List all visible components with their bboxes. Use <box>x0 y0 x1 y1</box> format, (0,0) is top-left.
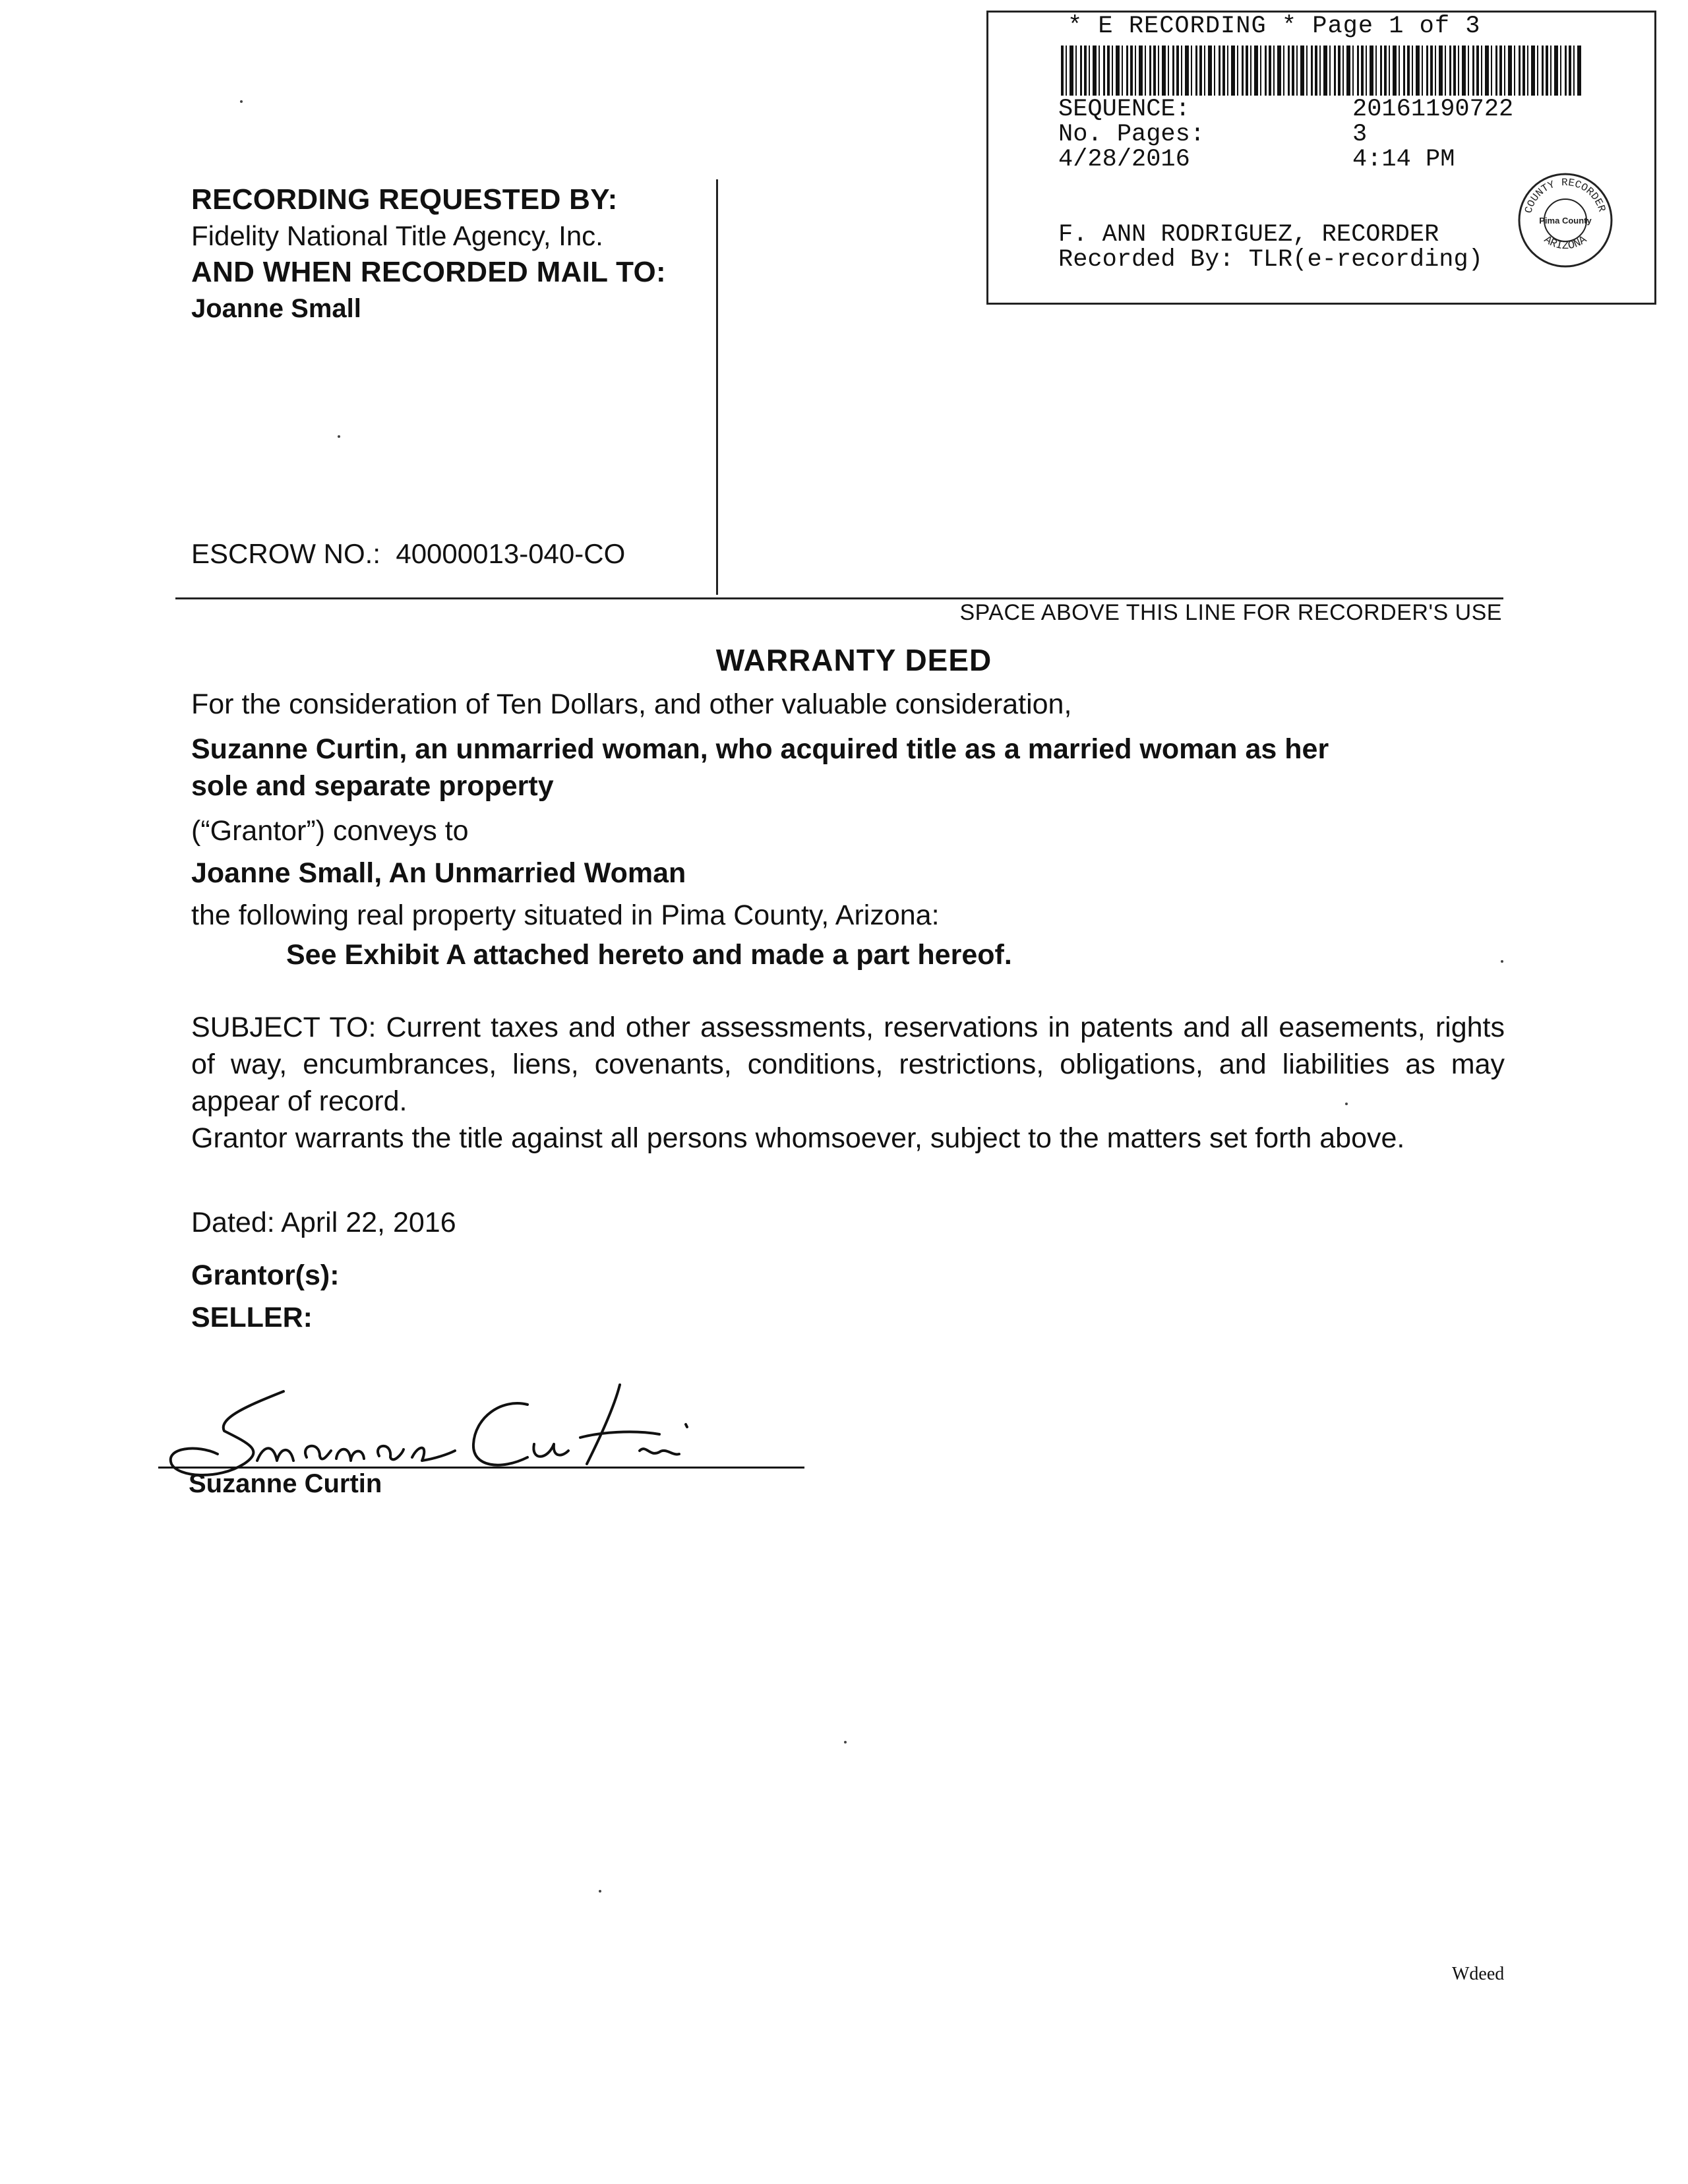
subject-to-clause: SUBJECT TO: Current taxes and other assessments, reservations in patents and all easements, rights of way, encumbrances, liens, covenants, conditions, restrictions, obligations, and liabilities as may appear of record. <box>191 1012 1505 1117</box>
grantor-description-line1: Suzanne Curtin, an unmarried woman, who acquired title as a married woman as her <box>191 733 1329 765</box>
scan-speck <box>1345 1103 1348 1105</box>
recorder-use-caption: SPACE ABOVE THIS LINE FOR RECORDER'S USE <box>959 600 1502 625</box>
signature-line <box>158 1467 804 1469</box>
dated-line: Dated: April 22, 2016 <box>191 1207 456 1238</box>
recorded-by: Recorded By: TLR(e-recording) <box>1058 246 1483 274</box>
sequence-label: SEQUENCE: <box>1058 96 1190 123</box>
conveys-clause: (“Grantor”) conveys to <box>191 815 469 847</box>
consideration-clause: For the consideration of Ten Dollars, and other valuable consideration, <box>191 688 1072 720</box>
stamp-header: * E RECORDING * Page 1 of 3 <box>1068 13 1481 40</box>
recording-date: 4/28/2016 <box>1058 146 1190 173</box>
requested-by-name: Fidelity National Title Agency, Inc. <box>191 220 603 251</box>
pages-label: No. Pages: <box>1058 121 1205 148</box>
scan-speck <box>338 435 340 438</box>
warranty-clause: Grantor warrants the title against all persons whomsoever, subject to the matters set forth above. <box>191 1122 1405 1154</box>
form-code: Wdeed <box>1452 1964 1505 1984</box>
sequence-value: 20161190722 <box>1352 96 1514 123</box>
requested-by-label: RECORDING REQUESTED BY: <box>191 183 618 216</box>
handwritten-signature <box>158 1372 752 1543</box>
scan-speck <box>1501 960 1503 963</box>
scan-speck <box>844 1741 847 1744</box>
exhibit-reference: See Exhibit A attached hereto and made a part hereof. <box>286 939 1012 971</box>
recording-time: 4:14 PM <box>1352 146 1455 173</box>
svg-text:ARIZONA: ARIZONA <box>1541 233 1590 253</box>
deed-title: WARRANTY DEED <box>715 643 992 677</box>
svg-text:COUNTY RECORDER: COUNTY RECORDER <box>1522 176 1608 215</box>
signer-name: Suzanne Curtin <box>189 1469 382 1498</box>
svg-text:Pima County: Pima County <box>1539 216 1592 226</box>
mail-to-name: Joanne Small <box>191 294 361 323</box>
recorder-name: F. ANN RODRIGUEZ, RECORDER <box>1058 221 1439 249</box>
recording-request-block <box>191 182 706 327</box>
scan-speck <box>240 100 243 103</box>
scan-speck <box>599 1890 601 1893</box>
pages-value: 3 <box>1352 121 1368 148</box>
barcode <box>1061 46 1582 96</box>
grantors-label: Grantor(s): <box>191 1259 340 1291</box>
header-divider <box>716 179 718 595</box>
county-seal-icon <box>1516 171 1615 270</box>
mail-to-label: AND WHEN RECORDED MAIL TO: <box>191 256 666 288</box>
grantor-description-line2: sole and separate property <box>191 770 554 802</box>
escrow-number: ESCROW NO.: 40000013-040-CO <box>191 538 626 569</box>
seller-label: SELLER: <box>191 1302 313 1333</box>
grantee-name: Joanne Small, An Unmarried Woman <box>191 857 686 889</box>
recorder-stamp <box>986 11 1656 305</box>
property-location: the following real property situated in Pima County, Arizona: <box>191 899 940 931</box>
recorder-use-line <box>175 597 1503 599</box>
